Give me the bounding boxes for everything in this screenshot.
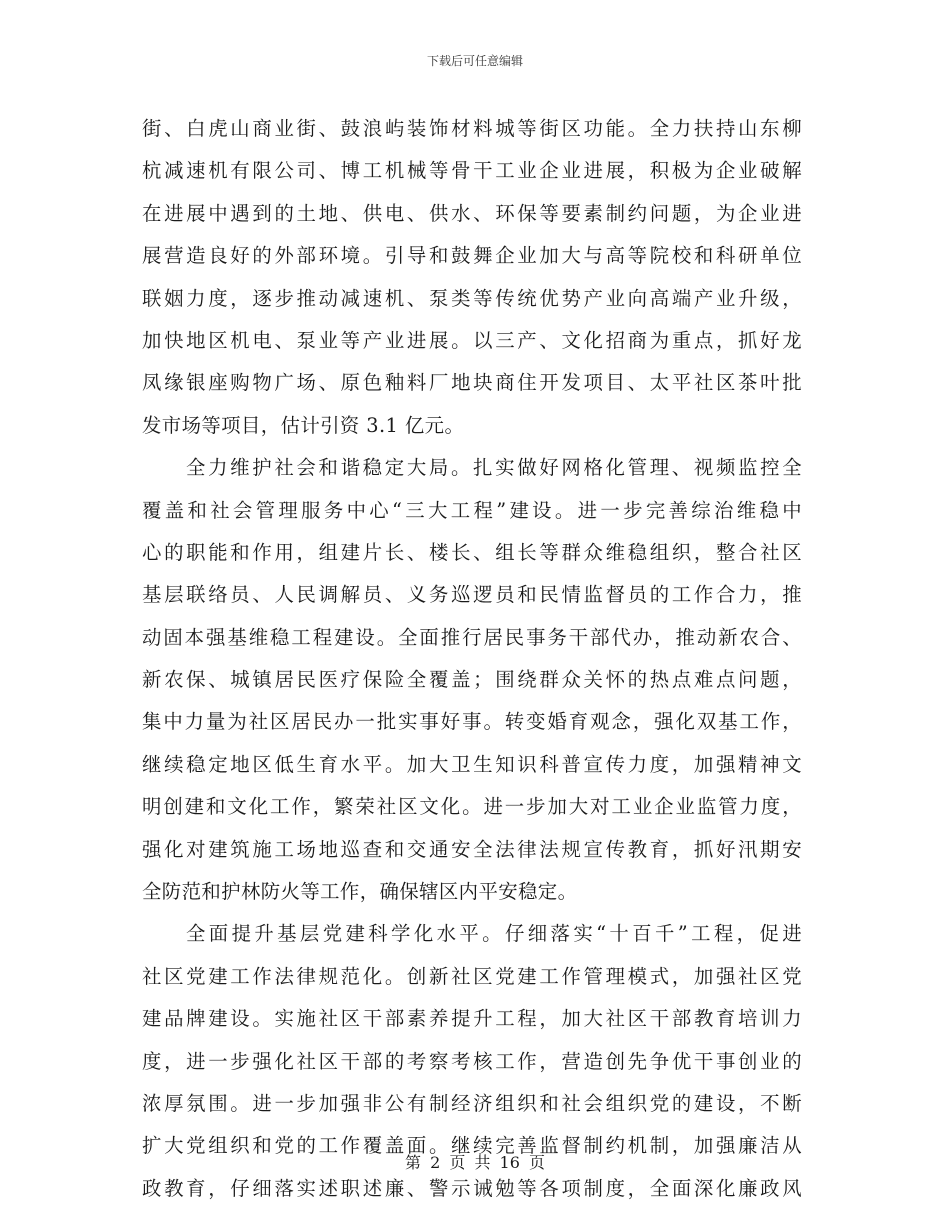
text-line: 联姻力度，逐步推动减速机、泵类等传统优势产业向高端产业升级，: [142, 286, 802, 310]
text-line: 全面提升基层党建科学化水平。仔细落实“十百千”工程，促进: [186, 922, 802, 946]
text-line: 政教育，仔细落实述职述廉、警示诫勉等各项制度，全面深化廉政风: [142, 1176, 802, 1200]
text-line: 明创建和文化工作，繁荣社区文化。进一步加大对工业企业监管力度，: [142, 795, 802, 819]
text-line: 凤缘银座购物广场、原色釉料厂地块商住开发项目、太平社区茶叶批: [142, 371, 802, 395]
text-line: 强化对建筑施工场地巡查和交通安全法律法规宣传教育，抓好汛期安: [142, 837, 802, 861]
paragraph-1: [142, 108, 802, 447]
page-number-footer: 第 2 页 共 16 页: [405, 1153, 545, 1172]
document-body: [142, 108, 802, 1210]
text-line: 社区党建工作法律规范化。创新社区党建工作管理模式，加强社区党: [142, 964, 802, 988]
text-line: 发市场等项目，估计引资 3.1 亿元。: [142, 413, 465, 437]
text-line: 杭减速机有限公司、博工机械等骨干工业企业进展，积极为企业破解: [142, 159, 802, 183]
paragraph-2: [142, 447, 802, 913]
text-line: 新农保、城镇居民医疗保险全覆盖；围绕群众关怀的热点难点问题，: [142, 668, 802, 692]
text-line: 加快地区机电、泵业等产业进展。以三产、文化招商为重点，抓好龙: [142, 328, 802, 352]
text-line: 街、白虎山商业街、鼓浪屿装饰材料城等街区功能。全力扶持山东柳: [142, 117, 802, 140]
text-line: 建品牌建设。实施社区干部素养提升工程，加大社区干部教育培训力: [142, 1007, 802, 1031]
text-line: 覆盖和社会管理服务中心“三大工程”建设。进一步完善综治维稳中: [142, 498, 802, 522]
text-line: 心的职能和作用，组建片长、楼长、组长等群众维稳组织，整合社区: [142, 540, 802, 564]
text-line: 展营造良好的外部环境。引导和鼓舞企业加大与高等院校和科研单位: [142, 244, 802, 268]
page-header: 下载后可任意编辑: [426, 54, 523, 68]
text-line: 动固本强基维稳工程建设。全面推行居民事务干部代办，推动新农合、: [142, 625, 802, 649]
text-line: 浓厚氛围。进一步加强非公有制经济组织和社会组织党的建设，不断: [142, 1091, 802, 1115]
text-line: 扩大党组织和党的工作覆盖面。继续完善监督制约机制，加强廉洁从: [142, 1134, 802, 1158]
text-line: 度，进一步强化社区干部的考察考核工作，营造创先争优干事创业的: [142, 1049, 802, 1073]
text-line: 在进展中遇到的土地、供电、供水、环保等要素制约问题，为企业进: [142, 201, 802, 225]
text-line: 集中力量为社区居民办一批实事好事。转变婚育观念，强化双基工作，: [142, 710, 802, 734]
text-line: 继续稳定地区低生育水平。加大卫生知识科普宣传力度，加强精神文: [142, 752, 802, 776]
text-line: 全力维护社会和谐稳定大局。扎实做好网格化管理、视频监控全: [186, 456, 802, 480]
text-line: 基层联络员、人民调解员、义务巡逻员和民情监督员的工作合力，推: [142, 583, 802, 607]
text-line: 全防范和护林防火等工作，确保辖区内平安稳定。: [142, 880, 578, 904]
